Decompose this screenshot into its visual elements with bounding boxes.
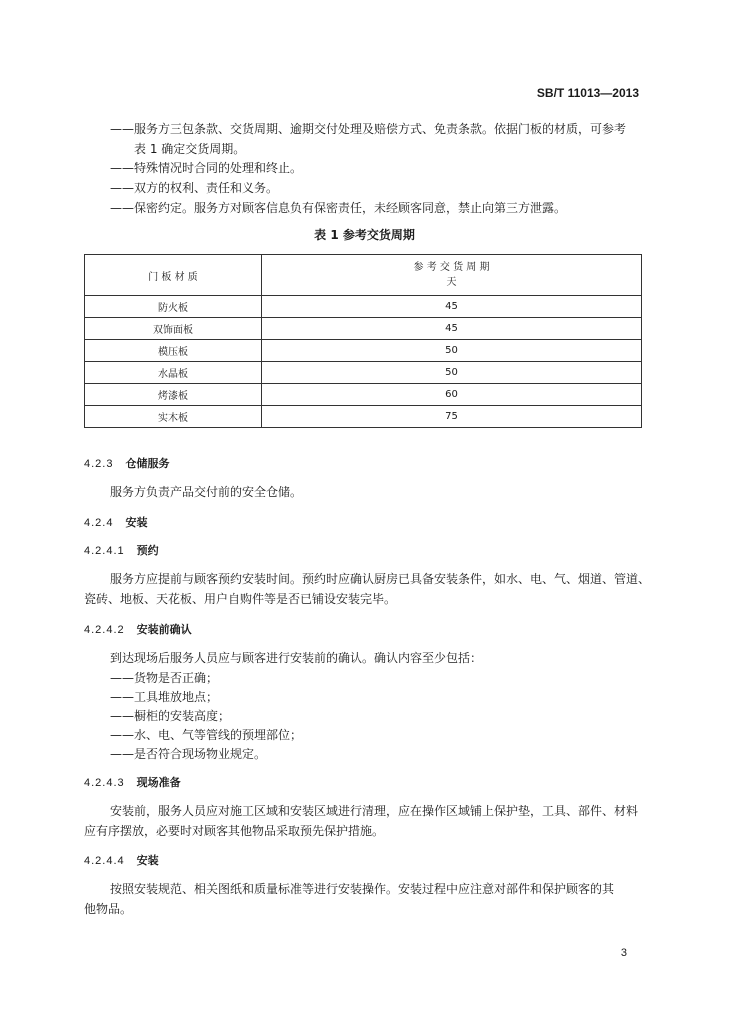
contract-item-1: ——服务方三包条款、交货周期、逾期交付处理及赔偿方式、免责条款。依据门板的材质，可参考 bbox=[110, 122, 627, 136]
days-cell: 60 bbox=[262, 384, 642, 406]
contract-item-2: ——特殊情况时合同的处理和终止。 bbox=[110, 161, 303, 175]
contract-item-3: ——双方的权利、责任和义务。 bbox=[110, 181, 279, 195]
section-number: 4.2.4.1 bbox=[84, 545, 125, 557]
checklist-item: ——是否符合现场物业规定。 bbox=[110, 747, 267, 761]
days-cell: 50 bbox=[262, 362, 642, 384]
table-row bbox=[85, 406, 642, 428]
days-cell: 45 bbox=[262, 296, 642, 318]
delivery-period-table bbox=[84, 254, 642, 428]
days-cell: 45 bbox=[262, 318, 642, 340]
section-4-2-4-1-heading bbox=[84, 543, 159, 559]
header-delivery-period-label: 参 考 交 货 周 期 bbox=[413, 262, 490, 273]
section-title: 仓储服务 bbox=[125, 457, 170, 470]
material-cell: 防火板 bbox=[85, 296, 262, 318]
checklist-item: ——货物是否正确； bbox=[110, 671, 219, 685]
header-delivery-period-unit: 天 bbox=[446, 277, 457, 288]
section-4-2-4-heading bbox=[84, 515, 147, 531]
section-number: 4.2.4.4 bbox=[84, 855, 125, 867]
header-delivery-period bbox=[262, 255, 642, 296]
material-cell: 模压板 bbox=[85, 340, 262, 362]
section-title: 现场准备 bbox=[136, 776, 181, 789]
contract-item-1-cont: 表 1 确定交货周期。 bbox=[134, 142, 246, 156]
table-row bbox=[85, 384, 642, 406]
section-4-2-4-2-intro: 到达现场后服务人员应与顾客进行安装前的确认。确认内容至少包括： bbox=[110, 651, 483, 665]
section-4-2-3-body: 服务方负责产品交付前的安全仓储。 bbox=[110, 485, 303, 499]
section-title: 安装前确认 bbox=[136, 623, 192, 636]
material-cell: 水晶板 bbox=[85, 362, 262, 384]
checklist-item: ——橱柜的安装高度； bbox=[110, 709, 231, 723]
section-4-2-4-4-heading bbox=[84, 853, 159, 869]
table-row bbox=[85, 340, 642, 362]
section-4-2-4-3-heading bbox=[84, 775, 181, 791]
days-cell: 50 bbox=[262, 340, 642, 362]
table-caption: 表 1 参考交货周期 bbox=[314, 228, 415, 242]
section-4-2-4-2-heading bbox=[84, 622, 192, 638]
section-number: 4.2.4 bbox=[84, 517, 114, 529]
table-header-row bbox=[85, 255, 642, 296]
header-material: 门 板 材 质 bbox=[85, 255, 262, 296]
checklist-item: ——工具堆放地点； bbox=[110, 690, 219, 704]
section-4-2-4-3-body-line2: 应有序摆放，必要时对顾客其他物品采取预先保护措施。 bbox=[84, 824, 385, 838]
table-row bbox=[85, 296, 642, 318]
checklist-item: ——水、电、气等管线的预埋部位； bbox=[110, 728, 303, 742]
contract-item-4: ——保密约定。服务方对顾客信息负有保密责任，未经顾客同意，禁止向第三方泄露。 bbox=[110, 201, 567, 215]
material-cell: 烤漆板 bbox=[85, 384, 262, 406]
material-cell: 实木板 bbox=[85, 406, 262, 428]
material-cell: 双饰面板 bbox=[85, 318, 262, 340]
standard-code: SB/T 11013—2013 bbox=[536, 86, 639, 100]
section-4-2-4-3-body-line1: 安装前，服务人员应对施工区域和安装区域进行清理，应在操作区域铺上保护垫，工具、部件、材料 bbox=[110, 804, 639, 818]
section-4-2-4-4-body-line2: 他物品。 bbox=[84, 902, 133, 916]
section-title: 安装 bbox=[125, 516, 148, 529]
section-number: 4.2.3 bbox=[84, 458, 114, 470]
section-4-2-4-4-body-line1: 按照安装规范、相关图纸和质量标准等进行安装操作。安装过程中应注意对部件和保护顾客的其 bbox=[110, 882, 615, 896]
section-4-2-4-1-body-line2: 瓷砖、地板、天花板、用户自购件等是否已铺设安装完毕。 bbox=[84, 592, 397, 606]
page-number: 3 bbox=[620, 947, 627, 959]
section-4-2-3-heading bbox=[84, 456, 169, 472]
section-number: 4.2.4.2 bbox=[84, 624, 125, 636]
section-title: 预约 bbox=[136, 544, 159, 557]
section-title: 安装 bbox=[136, 854, 159, 867]
section-4-2-4-1-body-line1: 服务方应提前与顾客预约安装时间。预约时应确认厨房已具备安装条件，如水、电、气、烟道、管道、 bbox=[110, 572, 651, 586]
table-row bbox=[85, 362, 642, 384]
section-number: 4.2.4.3 bbox=[84, 777, 125, 789]
table-row bbox=[85, 318, 642, 340]
days-cell: 75 bbox=[262, 406, 642, 428]
